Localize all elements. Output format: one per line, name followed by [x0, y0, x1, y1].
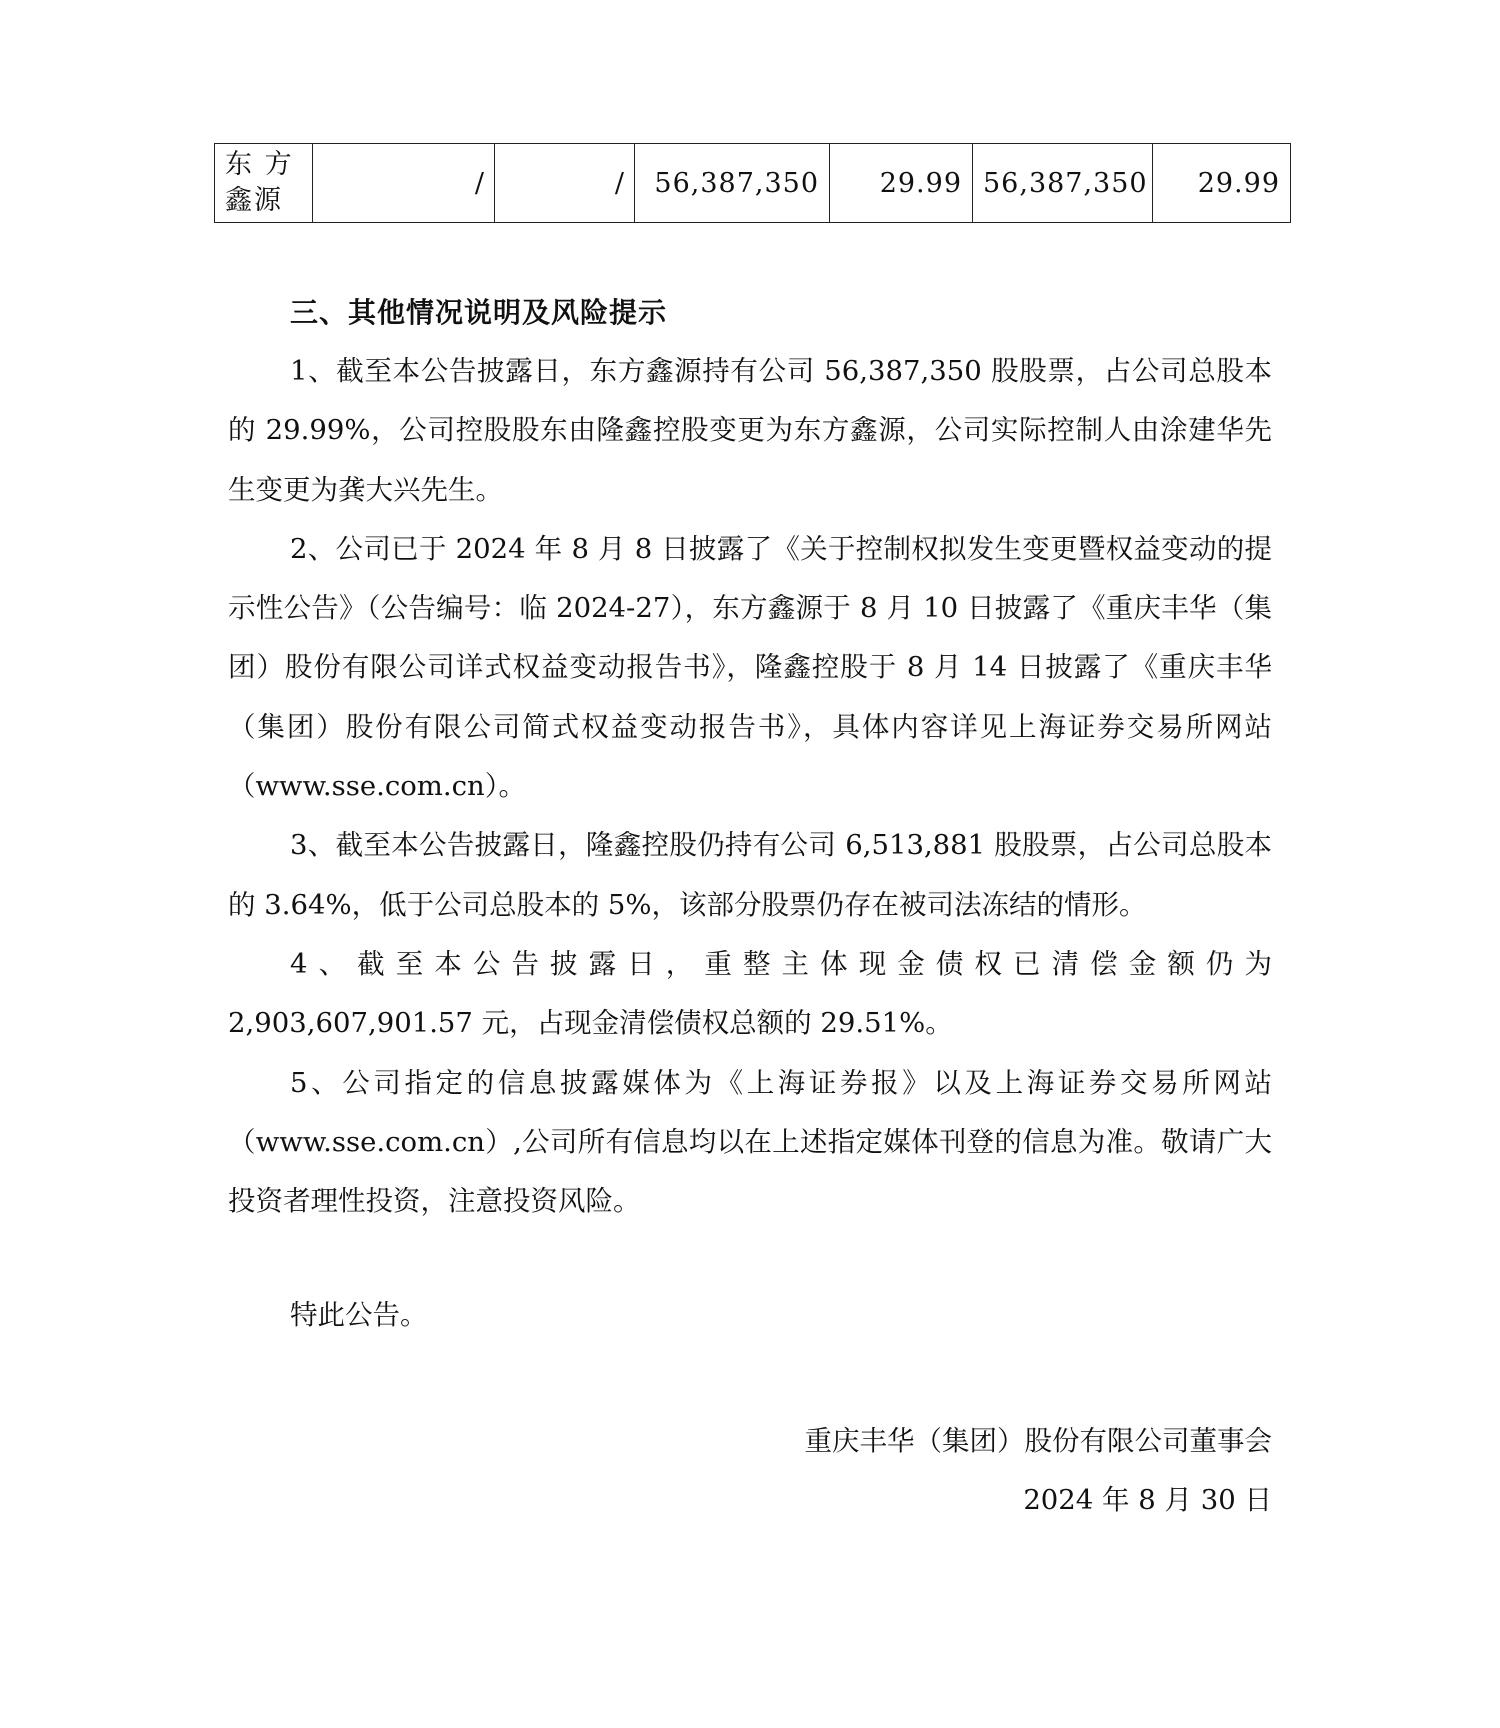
table-cell: 29.99: [830, 144, 973, 223]
paragraph-2: 2、公司已于 2024 年 8 月 8 日披露了《关于控制权拟发生变更暨权益变动的提示性公告》（公告编号：临 2024-27），东方鑫源于 8 月 10 日披露了《重庆丰华（集团）股份有限公司详式权益变动报告书》，隆鑫控股于 8 月 14 日披露了《重庆丰华（集团）股份有限公司简式权益变动报告书》，具体内容详见上海证券交易所网站（www.sse.com.cn）。: [228, 532, 1272, 803]
table-cell: 56,387,350: [635, 144, 830, 223]
table-cell: /: [313, 144, 495, 223]
paragraph-1: 1、截至本公告披露日，东方鑫源持有公司 56,387,350 股股票，占公司总股本的 29.99%，公司控股股东由隆鑫控股变更为东方鑫源，公司实际控制人由涂建华先生变更为龚大兴先生。: [228, 355, 1272, 506]
shareholder-name-line1: 东 方: [225, 149, 294, 180]
table-cell: 29.99: [1153, 144, 1291, 223]
signature-block: [805, 1412, 1273, 1530]
shareholder-name-line2: 鑫源: [225, 185, 283, 216]
signature-date: 2024 年 8 月 30 日: [1023, 1484, 1272, 1516]
shareholding-table: [214, 143, 1291, 223]
section-heading: 三、其他情况说明及风险提示: [290, 296, 668, 329]
closing-text: 特此公告。: [290, 1299, 428, 1331]
section-body: [228, 342, 1272, 1231]
table-row: [215, 144, 1291, 223]
table-cell: 56,387,350: [973, 144, 1153, 223]
signature-company: 重庆丰华（集团）股份有限公司董事会: [804, 1425, 1272, 1457]
paragraph-3: 3、截至本公告披露日，隆鑫控股仍持有公司 6,513,881 股股票，占公司总股本的 3.64%，低于公司总股本的 5%，该部分股票仍存在被司法冻结的情形。: [228, 829, 1272, 921]
shareholder-name-cell: [215, 144, 313, 223]
paragraph-4-line2: 2,903,607,901.57 元，占现金清偿债权总额的 29.51%。: [228, 1007, 953, 1040]
table-cell: /: [495, 144, 635, 223]
paragraph-4-line1: 4、截至本公告披露日，重整主体现金债权已清偿金额仍为: [290, 947, 1272, 980]
paragraph-5: 5、公司指定的信息披露媒体为《上海证券报》以及上海证券交易所网站（www.sse.com.cn）,公司所有信息均以在上述指定媒体刊登的信息为准。敬请广大投资者理性投资，注意投资风险。: [228, 1066, 1272, 1218]
